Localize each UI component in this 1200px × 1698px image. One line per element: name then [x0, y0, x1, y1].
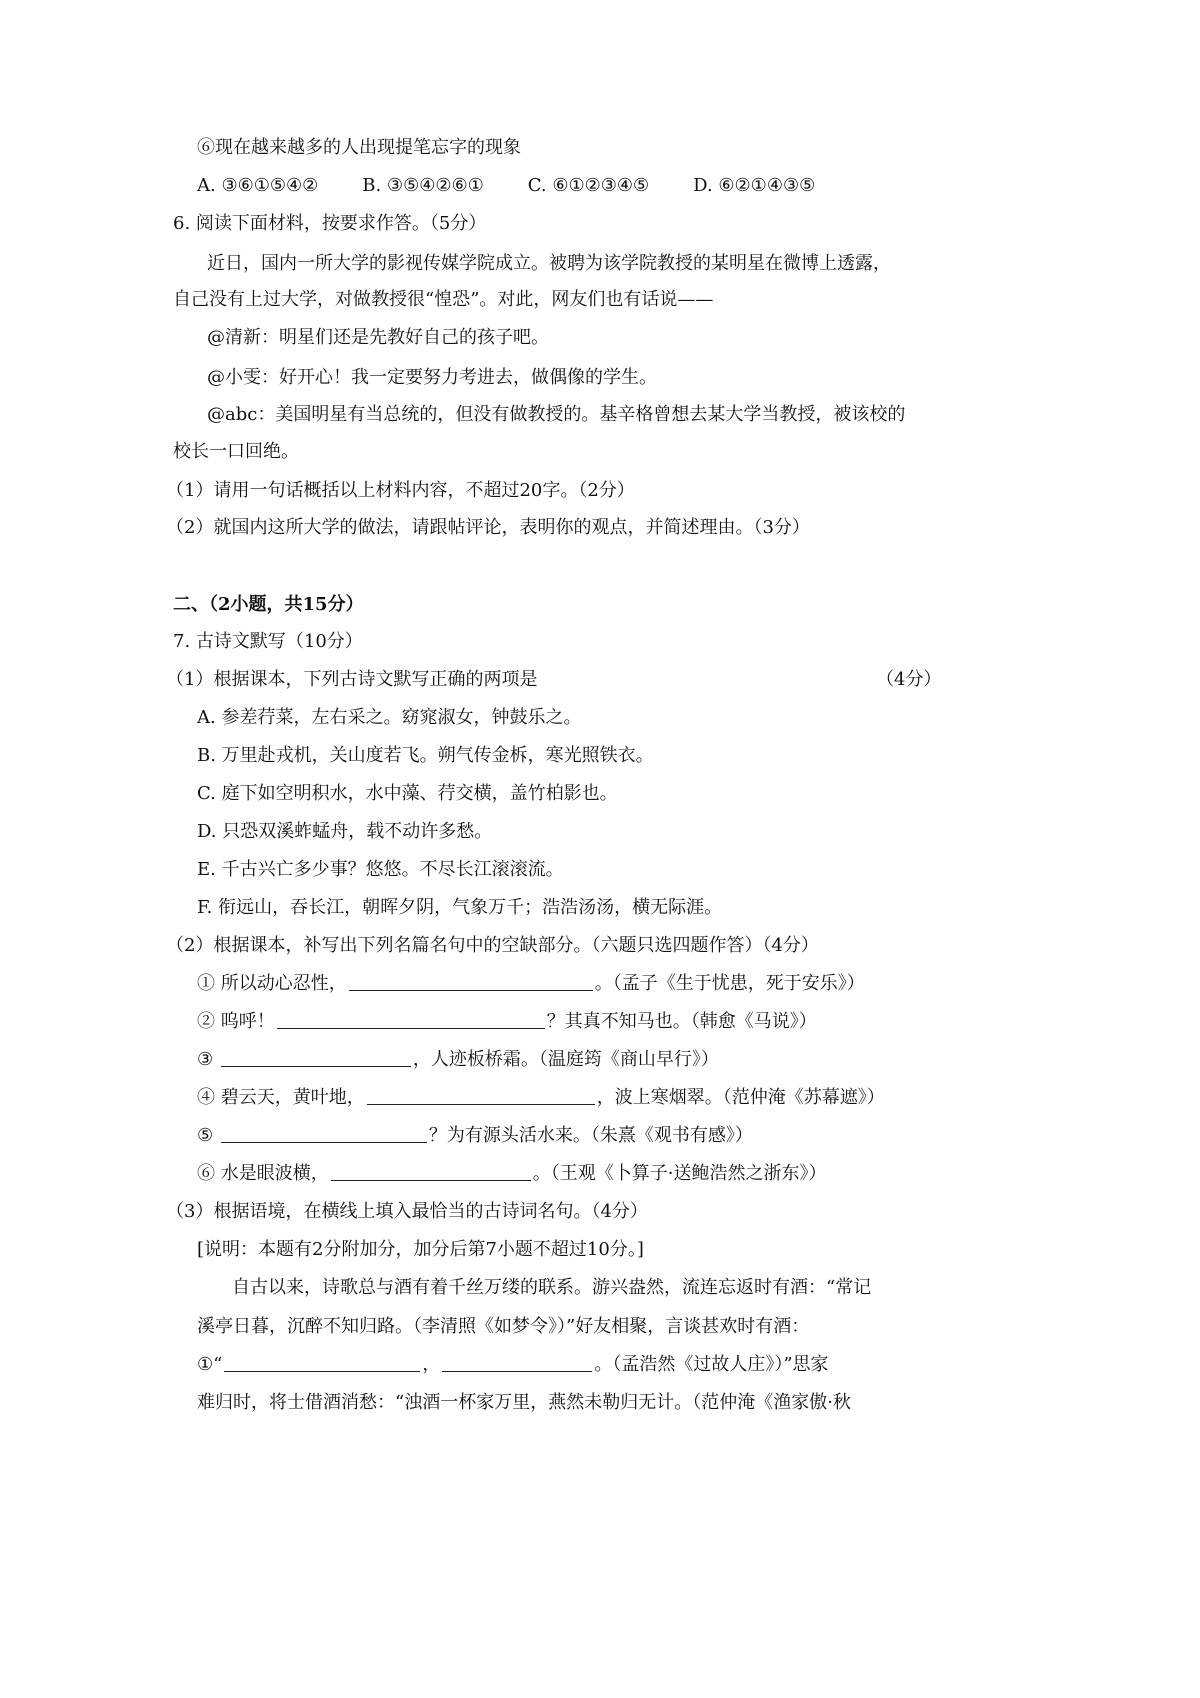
fill-text: ，人迹板桥霜。（温庭筠《商山早行》） [412, 1049, 719, 1070]
q6-sub2: （2）就国内这所大学的做法，请跟帖评论，表明你的观点，并简述理由。（3分） [166, 517, 810, 538]
comment: @清新：明星们还是先教好自己的孩子吧。 [207, 327, 549, 348]
fill-text: ③ [197, 1049, 219, 1070]
q7-part1-score: （4分） [876, 669, 942, 690]
q5-item-6: ⑥现在越来越多的人出现提笔忘字的现象 [197, 137, 521, 158]
answer-blank[interactable] [221, 1048, 411, 1067]
answer-blank[interactable] [331, 1162, 531, 1181]
section-heading: 二、（2小题，共15分） [173, 594, 364, 615]
option-d: D. ⑥②①④③⑤ [693, 175, 816, 196]
fill-item [197, 1010, 817, 1034]
fill-text: 。（王观《卜算子·送鲍浩然之浙东》） [532, 1163, 827, 1184]
q7-part2: （2）根据课本，补写出下列名篇名句中的空缺部分。（六题只选四题作答）（4分） [166, 935, 819, 956]
context-para: 难归时，将士借酒消愁：“浊酒一杯家万里，燕然未勒归无计。（范仲淹《渔家傲·秋 [197, 1392, 851, 1413]
fill-text: ？为有源头活水来。（朱熹《观书有感》） [428, 1125, 753, 1146]
choice: F. 衔远山，吞长江，朝晖夕阴，气象万千；浩浩汤汤，横无际涯。 [197, 897, 723, 918]
fill-text: ？其真不知马也。（韩愈《马说》） [546, 1011, 817, 1032]
fill-item [197, 972, 865, 996]
fill-text: ⑥ 水是眼波横， [197, 1163, 329, 1184]
choice: C. 庭下如空明积水，水中藻、荇交横，盖竹柏影也。 [197, 783, 618, 804]
q7-part1: （1）根据课本，下列古诗文默写正确的两项是 [166, 669, 538, 690]
fill-item [197, 1048, 719, 1072]
answer-blank[interactable] [221, 1124, 427, 1143]
fill-text: ， [422, 1354, 441, 1375]
fill-text: ④ 碧云天，黄叶地， [197, 1087, 365, 1108]
answer-blank[interactable] [349, 972, 593, 991]
answer-blank[interactable] [367, 1086, 595, 1105]
choice: E. 千古兴亡多少事？悠悠。不尽长江滚滚流。 [197, 859, 564, 880]
fill-item [197, 1162, 826, 1186]
answer-blank[interactable] [442, 1353, 592, 1372]
q6-title: 6. 阅读下面材料，按要求作答。（5分） [173, 213, 487, 234]
fill-text: 。（孟子《生于忧患，死于安乐》） [594, 973, 865, 994]
q7-part3: （3）根据语境，在横线上填入最恰当的古诗词名句。（4分） [166, 1201, 648, 1222]
option-a: A. ③⑥①⑤④② [197, 175, 319, 196]
context-para: 溪亭日暮，沉醉不知归路。（李清照《如梦令》）”好友相聚，言谈甚欢时有酒： [197, 1316, 810, 1337]
comment: @小雯：好开心！我一定要努力考进去，做偶像的学生。 [207, 367, 657, 388]
fill-text: ② 呜呼！ [197, 1011, 275, 1032]
fill-text: 。（孟浩然《过故人庄》）”思家 [594, 1354, 829, 1375]
choice: A. 参差荇菜，左右采之。窈窕淑女，钟鼓乐之。 [197, 707, 582, 728]
fill-item [197, 1086, 885, 1110]
fill-text: ，波上寒烟翠。（范仲淹《苏幕遮》） [596, 1087, 885, 1108]
q6-para: 近日，国内一所大学的影视传媒学院成立。被聘为该学院教授的某明星在微博上透露， [207, 253, 891, 274]
choice: D. 只恐双溪蚱蜢舟，载不动许多愁。 [197, 821, 493, 842]
answer-blank[interactable] [277, 1010, 545, 1029]
q6-para: 自己没有上过大学，对做教授很“惶恐”。对此，网友们也有话说—— [173, 289, 714, 310]
choice: B. 万里赴戎机，关山度若飞。朔气传金柝，寒光照铁衣。 [197, 745, 654, 766]
q6-sub1: （1）请用一句话概括以上材料内容，不超过20字。（2分） [166, 480, 635, 501]
context-para: 自古以来，诗歌总与酒有着千丝万缕的联系。游兴盎然，流连忘返时有酒：“常记 [232, 1277, 872, 1298]
answer-blank[interactable] [224, 1353, 420, 1372]
fill-text: ⑤ [197, 1125, 219, 1146]
fill-text: ①“ [197, 1354, 223, 1375]
q7-note: [说明：本题有2分附加分，加分后第7小题不超过10分。] [197, 1239, 644, 1260]
context-para [197, 1353, 829, 1377]
comment: 校长一口回绝。 [173, 441, 299, 462]
fill-text: ① 所以动心忍性， [197, 973, 347, 994]
option-c: C. ⑥①②③④⑤ [527, 175, 650, 196]
option-b: B. ③⑤④②⑥① [362, 175, 484, 196]
q5-options [197, 174, 859, 198]
fill-item [197, 1124, 753, 1148]
comment: @abc：美国明星有当总统的，但没有做教授的。基辛格曾想去某大学当教授，被该校的 [207, 404, 906, 425]
q7-title: 7. 古诗文默写（10分） [173, 631, 363, 652]
